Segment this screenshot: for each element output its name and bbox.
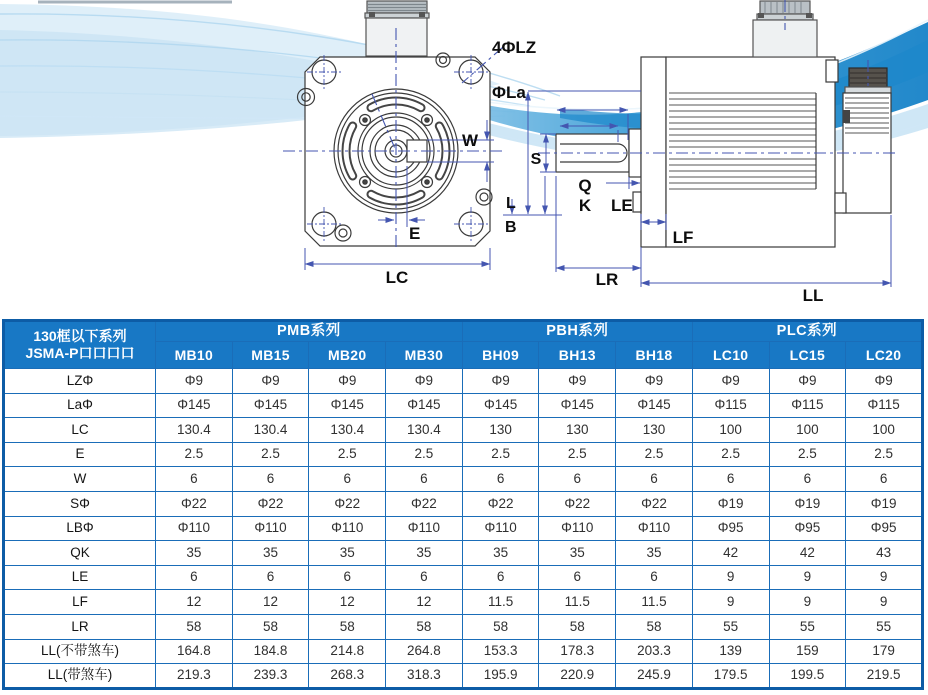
value-cell: Φ22 bbox=[232, 491, 309, 516]
value-cell: 9 bbox=[692, 590, 769, 615]
value-cell: 35 bbox=[616, 541, 693, 566]
value-cell: Φ145 bbox=[232, 393, 309, 418]
dimension-drawings bbox=[0, 0, 928, 318]
table-row bbox=[4, 639, 923, 664]
value-cell: Φ115 bbox=[846, 393, 923, 418]
value-cell: 264.8 bbox=[386, 639, 463, 664]
value-cell: Φ95 bbox=[769, 516, 846, 541]
value-cell: 58 bbox=[309, 614, 386, 639]
value-cell: 2.5 bbox=[692, 442, 769, 467]
value-cell: 179.5 bbox=[692, 664, 769, 689]
value-cell: 130.4 bbox=[156, 418, 233, 443]
value-cell: 153.3 bbox=[462, 639, 539, 664]
label-s: S bbox=[530, 151, 542, 168]
drawings-svg bbox=[0, 0, 928, 318]
value-cell: 58 bbox=[386, 614, 463, 639]
row-label: LR bbox=[4, 614, 156, 639]
model-header: MB15 bbox=[232, 342, 309, 369]
value-cell: Φ19 bbox=[846, 491, 923, 516]
value-cell: 35 bbox=[309, 541, 386, 566]
label-lc: LC bbox=[385, 268, 409, 287]
encoder-section bbox=[843, 68, 891, 213]
value-cell: 6 bbox=[692, 467, 769, 492]
model-header: LC10 bbox=[692, 342, 769, 369]
value-cell: 6 bbox=[232, 565, 309, 590]
value-cell: 6 bbox=[309, 565, 386, 590]
value-cell: Φ110 bbox=[232, 516, 309, 541]
value-cell: Φ115 bbox=[769, 393, 846, 418]
row-label: LC bbox=[4, 418, 156, 443]
value-cell: 6 bbox=[462, 467, 539, 492]
model-header: BH09 bbox=[462, 342, 539, 369]
value-cell: 9 bbox=[846, 565, 923, 590]
value-cell: 9 bbox=[769, 565, 846, 590]
table-row bbox=[4, 614, 923, 639]
value-cell: Φ110 bbox=[156, 516, 233, 541]
value-cell: 219.3 bbox=[156, 664, 233, 689]
table-row bbox=[4, 516, 923, 541]
value-cell: 220.9 bbox=[539, 664, 616, 689]
table-row bbox=[4, 590, 923, 615]
value-cell: 6 bbox=[539, 565, 616, 590]
value-cell: 2.5 bbox=[616, 442, 693, 467]
label-lf: LF bbox=[672, 228, 694, 247]
corner-line2: JSMA-P口口口口 bbox=[25, 345, 135, 361]
value-cell: 35 bbox=[539, 541, 616, 566]
value-cell: Φ22 bbox=[386, 491, 463, 516]
value-cell: 159 bbox=[769, 639, 846, 664]
value-cell: 12 bbox=[386, 590, 463, 615]
value-cell: 6 bbox=[156, 467, 233, 492]
value-cell: Φ95 bbox=[692, 516, 769, 541]
value-cell: 58 bbox=[462, 614, 539, 639]
model-header: LC20 bbox=[846, 342, 923, 369]
value-cell: 6 bbox=[232, 467, 309, 492]
value-cell: Φ9 bbox=[616, 369, 693, 394]
table-body bbox=[4, 369, 923, 689]
value-cell: Φ9 bbox=[692, 369, 769, 394]
value-cell: 130 bbox=[616, 418, 693, 443]
series-header: PLC系列 bbox=[692, 321, 922, 342]
value-cell: 2.5 bbox=[846, 442, 923, 467]
value-cell: 2.5 bbox=[309, 442, 386, 467]
table-row bbox=[4, 393, 923, 418]
value-cell: 58 bbox=[616, 614, 693, 639]
value-cell: Φ145 bbox=[539, 393, 616, 418]
table-row bbox=[4, 467, 923, 492]
label-b: B bbox=[505, 219, 517, 236]
value-cell: Φ145 bbox=[616, 393, 693, 418]
table-row bbox=[4, 541, 923, 566]
label-k: K bbox=[578, 196, 592, 215]
value-cell: 2.5 bbox=[156, 442, 233, 467]
value-cell: Φ110 bbox=[539, 516, 616, 541]
value-cell: Φ95 bbox=[846, 516, 923, 541]
corner-cell bbox=[4, 321, 156, 369]
label-l: L bbox=[506, 195, 516, 212]
row-label: LE bbox=[4, 565, 156, 590]
value-cell: Φ110 bbox=[616, 516, 693, 541]
table-head bbox=[4, 321, 923, 369]
value-cell: 239.3 bbox=[232, 664, 309, 689]
model-header: MB10 bbox=[156, 342, 233, 369]
value-cell: 203.3 bbox=[616, 639, 693, 664]
value-cell: Φ9 bbox=[309, 369, 386, 394]
value-cell: 58 bbox=[539, 614, 616, 639]
value-cell: Φ22 bbox=[616, 491, 693, 516]
row-label: QK bbox=[4, 541, 156, 566]
value-cell: Φ22 bbox=[539, 491, 616, 516]
value-cell: 6 bbox=[769, 467, 846, 492]
value-cell: Φ19 bbox=[692, 491, 769, 516]
value-cell: 139 bbox=[692, 639, 769, 664]
label-phila: ΦLa bbox=[492, 83, 526, 102]
value-cell: 100 bbox=[769, 418, 846, 443]
model-header: MB20 bbox=[309, 342, 386, 369]
front-connector bbox=[365, 1, 429, 56]
series-header: PMB系列 bbox=[156, 321, 463, 342]
value-cell: 2.5 bbox=[462, 442, 539, 467]
row-label: LF bbox=[4, 590, 156, 615]
value-cell: 12 bbox=[156, 590, 233, 615]
value-cell: 178.3 bbox=[539, 639, 616, 664]
model-header: MB30 bbox=[386, 342, 463, 369]
label-le: LE bbox=[611, 196, 633, 215]
value-cell: 43 bbox=[846, 541, 923, 566]
value-cell: 130.4 bbox=[386, 418, 463, 443]
value-cell: Φ110 bbox=[462, 516, 539, 541]
value-cell: 184.8 bbox=[232, 639, 309, 664]
value-cell: 130.4 bbox=[232, 418, 309, 443]
value-cell: Φ9 bbox=[846, 369, 923, 394]
value-cell: 2.5 bbox=[539, 442, 616, 467]
header-row-series bbox=[4, 321, 923, 342]
table-row bbox=[4, 491, 923, 516]
value-cell: 2.5 bbox=[769, 442, 846, 467]
value-cell: Φ145 bbox=[309, 393, 386, 418]
model-header: BH13 bbox=[539, 342, 616, 369]
value-cell: 6 bbox=[846, 467, 923, 492]
value-cell: 12 bbox=[309, 590, 386, 615]
value-cell: 58 bbox=[232, 614, 309, 639]
model-header: LC15 bbox=[769, 342, 846, 369]
value-cell: Φ145 bbox=[462, 393, 539, 418]
value-cell: 268.3 bbox=[309, 664, 386, 689]
value-cell: 35 bbox=[232, 541, 309, 566]
value-cell: Φ9 bbox=[462, 369, 539, 394]
table-row bbox=[4, 369, 923, 394]
row-label: SΦ bbox=[4, 491, 156, 516]
value-cell: 58 bbox=[156, 614, 233, 639]
value-cell: 35 bbox=[156, 541, 233, 566]
value-cell: 6 bbox=[616, 565, 693, 590]
value-cell: 6 bbox=[386, 565, 463, 590]
value-cell: 55 bbox=[769, 614, 846, 639]
value-cell: Φ19 bbox=[769, 491, 846, 516]
value-cell: 245.9 bbox=[616, 664, 693, 689]
value-cell: Φ9 bbox=[386, 369, 463, 394]
value-cell: 55 bbox=[846, 614, 923, 639]
value-cell: 6 bbox=[156, 565, 233, 590]
row-label: E bbox=[4, 442, 156, 467]
value-cell: 2.5 bbox=[386, 442, 463, 467]
value-cell: 318.3 bbox=[386, 664, 463, 689]
value-cell: 9 bbox=[769, 590, 846, 615]
value-cell: 9 bbox=[692, 565, 769, 590]
value-cell: 35 bbox=[386, 541, 463, 566]
value-cell: 2.5 bbox=[232, 442, 309, 467]
value-cell: 130 bbox=[539, 418, 616, 443]
value-cell: 11.5 bbox=[462, 590, 539, 615]
value-cell: 42 bbox=[692, 541, 769, 566]
label-4philz: 4ΦLZ bbox=[492, 38, 537, 57]
value-cell: 6 bbox=[386, 467, 463, 492]
value-cell: 214.8 bbox=[309, 639, 386, 664]
row-label: LaΦ bbox=[4, 393, 156, 418]
value-cell: 219.5 bbox=[846, 664, 923, 689]
table-row bbox=[4, 418, 923, 443]
value-cell: 130.4 bbox=[309, 418, 386, 443]
row-label: LZΦ bbox=[4, 369, 156, 394]
label-e: E bbox=[409, 224, 421, 243]
value-cell: 6 bbox=[462, 565, 539, 590]
row-label: LBΦ bbox=[4, 516, 156, 541]
value-cell: 164.8 bbox=[156, 639, 233, 664]
value-cell: 100 bbox=[692, 418, 769, 443]
spec-table bbox=[2, 319, 924, 690]
value-cell: 42 bbox=[769, 541, 846, 566]
value-cell: Φ115 bbox=[692, 393, 769, 418]
value-cell: Φ22 bbox=[156, 491, 233, 516]
value-cell: 100 bbox=[846, 418, 923, 443]
value-cell: 55 bbox=[692, 614, 769, 639]
value-cell: 199.5 bbox=[769, 664, 846, 689]
value-cell: Φ145 bbox=[386, 393, 463, 418]
table-row bbox=[4, 442, 923, 467]
value-cell: Φ110 bbox=[386, 516, 463, 541]
value-cell: 35 bbox=[462, 541, 539, 566]
value-cell: Φ9 bbox=[769, 369, 846, 394]
value-cell: Φ22 bbox=[462, 491, 539, 516]
value-cell: Φ22 bbox=[309, 491, 386, 516]
value-cell: Φ9 bbox=[539, 369, 616, 394]
row-label: LL(不带煞车) bbox=[4, 639, 156, 664]
value-cell: Φ110 bbox=[309, 516, 386, 541]
table-row bbox=[4, 664, 923, 689]
row-label: LL(带煞车) bbox=[4, 664, 156, 689]
value-cell: 12 bbox=[232, 590, 309, 615]
value-cell: 6 bbox=[309, 467, 386, 492]
value-cell: 179 bbox=[846, 639, 923, 664]
value-cell: 130 bbox=[462, 418, 539, 443]
corner-line1: 130框以下系列 bbox=[33, 327, 127, 344]
value-cell: Φ145 bbox=[156, 393, 233, 418]
table-row bbox=[4, 565, 923, 590]
label-q: Q bbox=[578, 176, 592, 195]
value-cell: 11.5 bbox=[616, 590, 693, 615]
value-cell: 9 bbox=[846, 590, 923, 615]
value-cell: Φ9 bbox=[156, 369, 233, 394]
label-ll: LL bbox=[802, 286, 824, 305]
row-label: W bbox=[4, 467, 156, 492]
value-cell: 6 bbox=[539, 467, 616, 492]
value-cell: 195.9 bbox=[462, 664, 539, 689]
model-header: BH18 bbox=[616, 342, 693, 369]
label-lr: LR bbox=[595, 270, 619, 289]
value-cell: 6 bbox=[616, 467, 693, 492]
value-cell: Φ9 bbox=[232, 369, 309, 394]
series-header: PBH系列 bbox=[462, 321, 692, 342]
value-cell: 11.5 bbox=[539, 590, 616, 615]
label-w: W bbox=[462, 131, 479, 150]
